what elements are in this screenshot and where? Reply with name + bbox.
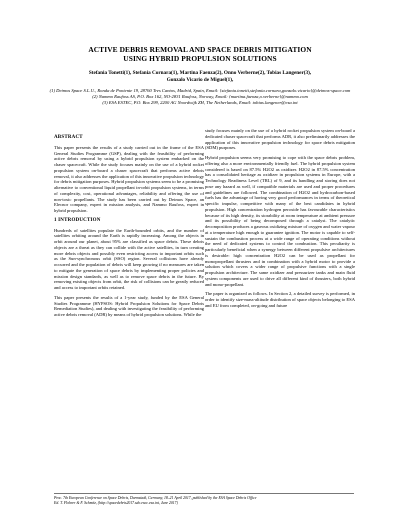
authors-line-2: Gonzalo Vicario de Miguel(1), (166, 76, 234, 83)
right-column (205, 128, 355, 313)
body-paragraph-3: The paper is organized as follows. In Section 2, a detailed survey is performed, in order to identify size-mass-altitude distribution of space objects belonging to ESA and EU from completed, on-going and future (205, 291, 355, 308)
body-paragraph-2: Hybrid propulsion seems very promising to cope with the space debris problem, offering also a more environmentally friendly fuel. The hybrid propulsion system considered is based on 87.5% H2O2 as oxidizer. H2O2 in 87.5% concentration has a consolidated heritage as oxidizer in propulsion systems in Europe, with a Technology Readiness Level (TRL) of 9, and its handling and storing does not pose any hazard as well, if compatible materials are used and proper procedures and guidelines are followed. The combination of H2O2 and hydrocarbon-based fuels has the advantage of having very good performances in terms of theoretical specific impulse, competitive with many of the best candidates in hybrid propulsion. High concentration hydrogen peroxide has favourable characteristics because of its high density, its storability at room temperature at ambient pressure and its possibility of being decomposed through a catalyst. The catalytic decomposition produces a gaseous oxidizing mixture of oxygen and water vapour at a temperature high enough to guarantee ignition. The motor is capable to self-sustain the combustion process at a wide range of operating conditions without the need of dedicated systems to control the combustion. This peculiarity is particularly beneficial when a synergy between different propulsive architectures is desirable: high concentration H2O2 can be used as propellant for monopropellant thrusters and in combination with a hybrid motor to provide a solution which covers a wider range of propulsive functions with a single propulsion architecture. The same oxidizer and pressurizer tanks and main fluid system components are used to drive all different kind of thrusters, both hybrid and mono-propellant. (205, 155, 355, 287)
affiliation-deimos: (1) Deimos Space S.L.U., Ronda de Poniente 19, 28760 Tres Cantos, Madrid, Spain, Email: {stefania.tonetti,stefania.cornara,gonzalo.vicario}@deimos-space.com (49, 88, 351, 93)
body-paragraph-1: study focuses mainly on the use of a hybrid rocket propulsion system on-board a dedicated chaser spacecraft that performs ADR, it also preliminarily addresses the application of this innovative propulsion technology for space debris mitigation (SDM) purposes. (205, 128, 355, 151)
affiliations (36, 88, 364, 106)
footer-line-1: Proc. 7th European Conference on Space Debris, Darmstadt, Germany, 18–21 April 2017, published by the ESA Space Debris Office (54, 496, 257, 500)
affiliation-nammo: (2) Nammo Raufoss AS, P.O. Box 162, NO-2831 Raufoss, Norway, Email: {martina.faenza,o.verberne}@nammo.com (92, 93, 308, 99)
left-column (54, 135, 204, 322)
title-line-2: USING HYBRID PROPULSION SOLUTIONS (123, 54, 277, 63)
authors-line-1: Stefania Tonetti(1), Stefania Cornara(1), Martina Faenza(2), Onno Verberne(2), Tobias Langener(3), (88, 70, 312, 76)
intro-paragraph-2: This paper presents the results of a 1-year study, funded by the ESA General Studies Programme (HYPSOS: Hybrid Propulsion Solutions for Space Debris Remediation Studies), and dealing with investigating the feasibility of performing active debris removal (ADR) by means of hybrid propulsion solutions. While the (54, 294, 204, 317)
paper-title (30, 45, 370, 63)
abstract-heading: ABSTRACT (54, 135, 83, 140)
intro-paragraph-1: Hundreds of satellites populate the Earth-bounded orbits, and the number of satellites orbiting around the Earth is rapidly increasing. Among the objects in orbit around our planet, about 95% are classified as space debris. These debris objects are a threat as they can collide with the active satellites, in turn creating more debris objects and possibly even restricting access to important orbits such as the Sun-synchronous orbit (SSO) region. Several collisions have already occurred and the population of debris will keep growing if no measures are taken to mitigate the generation of space debris by implementing proper policies and mission design standards, as well as to remove space debris in the future. By removing existing objects from orbit, the risk of collisions can be greatly reduced and access to important orbits retained. (54, 227, 204, 290)
footer-citation (54, 496, 354, 506)
abstract-paragraph: This paper presents the results of a study carried out in the frame of the ESA General Studies Programme (GSP), dealing with the feasibility of performing active debris removal by using a hybrid propulsion system embarked on the chaser spacecraft. While the study focuses mainly on the use of a hybrid rocket propulsion system on-board a chaser spacecraft that performs active debris removal, it also addresses the application of this innovative propulsion technology for debris mitigation purposes. Hybrid propulsion systems seem to be a promising alternative to conventional liquid propellant in-orbit propulsion systems, in terms of complexity, cost, operational advantages, reliability and offering the use of non-toxic propellants. The study has been carried out by Deimos Space, an Elecnor company, expert in mission analysis, and Nammo Raufoss, expert in hybrid propulsion. (54, 144, 204, 213)
footer-divider (54, 493, 354, 494)
introduction-heading: 1 INTRODUCTION (54, 217, 101, 223)
author-list (30, 70, 370, 83)
footer-line-2: Ed. T. Flohrer & F. Schmitz, (http://spacedebris2017.sdo.esoc.esa.int, June 2017) (54, 500, 178, 505)
affiliation-esa: (3) ESA ESTEC, P.O. Box 299, 2200 AG Noordwijk ZH, The Netherlands, Email: tobias.langener@esa.int (102, 99, 298, 105)
title-line-1: ACTIVE DEBRIS REMOVAL AND SPACE DEBRIS MITIGATION (88, 45, 312, 54)
